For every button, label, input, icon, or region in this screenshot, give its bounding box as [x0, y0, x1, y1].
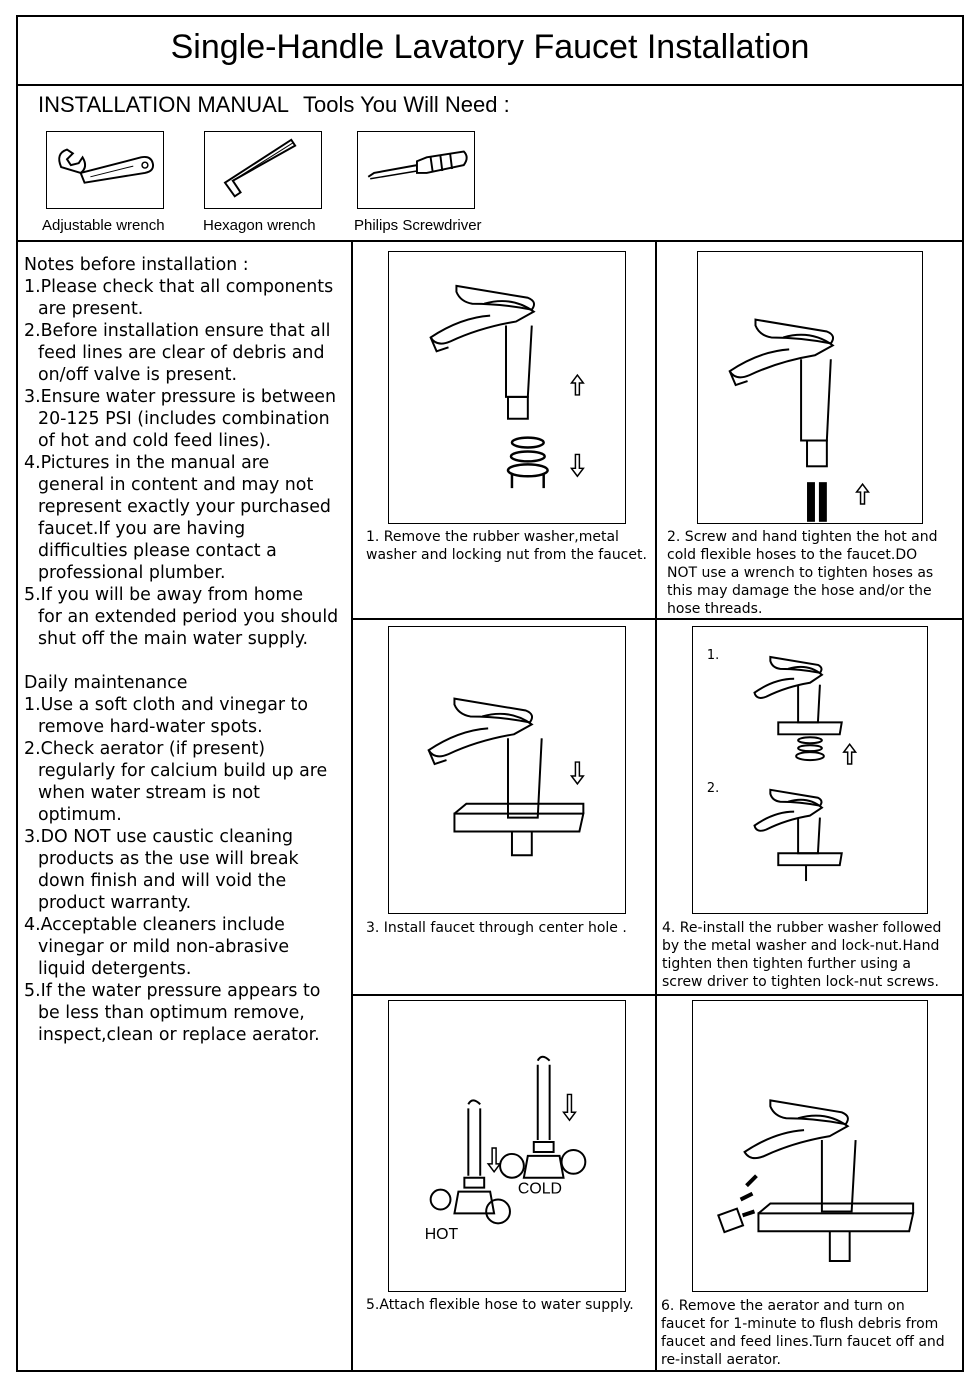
step-5-illustration [388, 1000, 626, 1292]
caption-line: cold flexible hoses to the faucet.DO [667, 547, 918, 563]
caption-line: faucet and feed lines.Turn faucet off and [661, 1334, 945, 1350]
caption-line: by the metal washer and lock-nut.Hand [662, 938, 940, 954]
tool-box-screwdriver [357, 131, 475, 209]
left-column-divider [351, 240, 353, 1372]
washer-icon [508, 438, 548, 489]
hex-key-icon [205, 132, 321, 208]
row-divider-1 [351, 618, 964, 620]
caption-line: 1. Remove the rubber washer,metal [366, 529, 619, 545]
maintenance-line: 2.Check aerator (if present) [24, 739, 266, 759]
faucet-icon [730, 320, 833, 467]
tool-label: Adjustable wrench [42, 217, 165, 234]
step-2-illustration [697, 251, 923, 524]
notes-line: are present. [38, 299, 144, 319]
notes-line: 4.Pictures in the manual are [24, 453, 270, 473]
adjustable-wrench-icon [47, 132, 163, 208]
maintenance-line: 4.Acceptable cleaners include [24, 915, 285, 935]
arrow-up-icon [844, 744, 856, 764]
faucet-icon [431, 286, 534, 419]
water-flow-icon [741, 1176, 757, 1216]
row-divider-2 [351, 994, 964, 996]
arrow-down-icon [571, 454, 583, 476]
maintenance-line: products as the use will break [38, 849, 299, 869]
notes-line: represent exactly your purchased [38, 497, 331, 517]
notes-line: on/off valve is present. [38, 365, 238, 385]
aerator-icon [718, 1209, 743, 1233]
arrow-up-icon [571, 375, 583, 395]
tool-box-hexagon-wrench [204, 131, 322, 209]
step-3-illustration [388, 626, 626, 914]
step-4-illustration [692, 626, 928, 914]
notes-line: 2.Before installation ensure that all [24, 321, 331, 341]
step-2-caption [667, 528, 938, 618]
notes-line: shut off the main water supply. [38, 629, 309, 649]
tool-label: Philips Screwdriver [354, 217, 482, 234]
caption-line: hose threads. [667, 601, 763, 617]
faucet-icon [745, 1100, 856, 1211]
caption-line: faucet for 1-minute to flush debris from [661, 1316, 939, 1332]
caption-line: 2. Screw and hand tighten the hot and [667, 529, 938, 545]
caption-line: screw driver to tighten lock-nut screws. [662, 974, 939, 990]
step-3-caption [366, 919, 627, 937]
maintenance-line: when water stream is not [38, 783, 260, 803]
hot-label: HOT [424, 1226, 459, 1244]
notes-line: professional plumber. [38, 563, 226, 583]
maintenance-line: 5.If the water pressure appears to [24, 981, 321, 1001]
manual-heading [38, 92, 510, 118]
notes-line: difficulties please contact a [38, 541, 277, 561]
faucet-icon [754, 790, 841, 881]
caption-line: 6. Remove the aerator and turn on [661, 1298, 905, 1314]
sub-label: 1. [706, 647, 720, 663]
maintenance-line: down finish and will void the [38, 871, 287, 891]
notes-line: feed lines are clear of debris and [38, 343, 325, 363]
notes-line: general in content and may not [38, 475, 314, 495]
caption-line: this may damage the hose and/or the [667, 583, 932, 599]
maintenance-heading: Daily maintenance [24, 673, 188, 693]
screwdriver-icon [358, 132, 474, 208]
caption-line: tighten then tighten further using a [662, 956, 912, 972]
arrow-up-icon [857, 484, 869, 504]
caption-line: 3. Install faucet through center hole . [366, 920, 627, 936]
notes-line: 3.Ensure water pressure is between [24, 387, 337, 407]
maintenance-line: product warranty. [38, 893, 192, 913]
faucet-icon [754, 657, 841, 734]
countertop-icon [454, 804, 583, 856]
maintenance-line: remove hard-water spots. [38, 717, 263, 737]
caption-line: 4. Re-install the rubber washer followed [662, 920, 942, 936]
hose-icon [807, 482, 827, 522]
tool-label: Hexagon wrench [203, 217, 316, 234]
notes-heading: Notes before installation : [24, 255, 249, 275]
tools-divider [16, 240, 964, 242]
supply-valve-icon [431, 1100, 510, 1223]
step-6-caption [661, 1297, 945, 1369]
maintenance-line: inspect,clean or replace aerator. [38, 1025, 320, 1045]
step-5-caption [366, 1296, 634, 1314]
step-1-illustration [388, 251, 626, 524]
notes-line: 5.If you will be away from home [24, 585, 304, 605]
caption-line: re-install aerator. [661, 1352, 781, 1368]
washer-icon [796, 737, 824, 760]
caption-line: NOT use a wrench to tighten hoses as [667, 565, 934, 581]
arrow-down-icon [571, 762, 583, 784]
steps-column-divider [655, 240, 657, 1372]
maintenance-line: 1.Use a soft cloth and vinegar to [24, 695, 308, 715]
page-title: Single-Handle Lavatory Faucet Installation [170, 28, 810, 66]
notes-line: 1.Please check that all components [24, 277, 334, 297]
step-6-illustration [692, 1000, 928, 1292]
cold-label: COLD [517, 1180, 562, 1198]
step-1-caption [366, 528, 647, 564]
maintenance-line: be less than optimum remove, [38, 1003, 305, 1023]
maintenance-line: regularly for calcium build up are [38, 761, 328, 781]
notes-line: for an extended period you should [38, 607, 339, 627]
faucet-icon [429, 699, 542, 818]
manual-label: INSTALLATION MANUAL [38, 92, 290, 117]
tools-label: Tools You Will Need : [303, 92, 510, 117]
maintenance-line: liquid detergents. [38, 959, 192, 979]
notes-line: 20-125 PSI (includes combination [38, 409, 330, 429]
caption-line: 5.Attach flexible hose to water supply. [366, 1297, 634, 1313]
tool-box-adjustable-wrench [46, 131, 164, 209]
notes-line: of hot and cold feed lines). [38, 431, 271, 451]
notes-line: faucet.If you are having [38, 519, 246, 539]
title-divider [16, 84, 964, 86]
maintenance-line: 3.DO NOT use caustic cleaning [24, 827, 294, 847]
step-4-caption [662, 919, 941, 991]
sub-label: 2. [706, 780, 720, 796]
maintenance-line: vinegar or mild non-abrasive [38, 937, 290, 957]
caption-line: washer and locking nut from the faucet. [366, 547, 647, 563]
notes-column [24, 254, 350, 1046]
maintenance-line: optimum. [38, 805, 122, 825]
